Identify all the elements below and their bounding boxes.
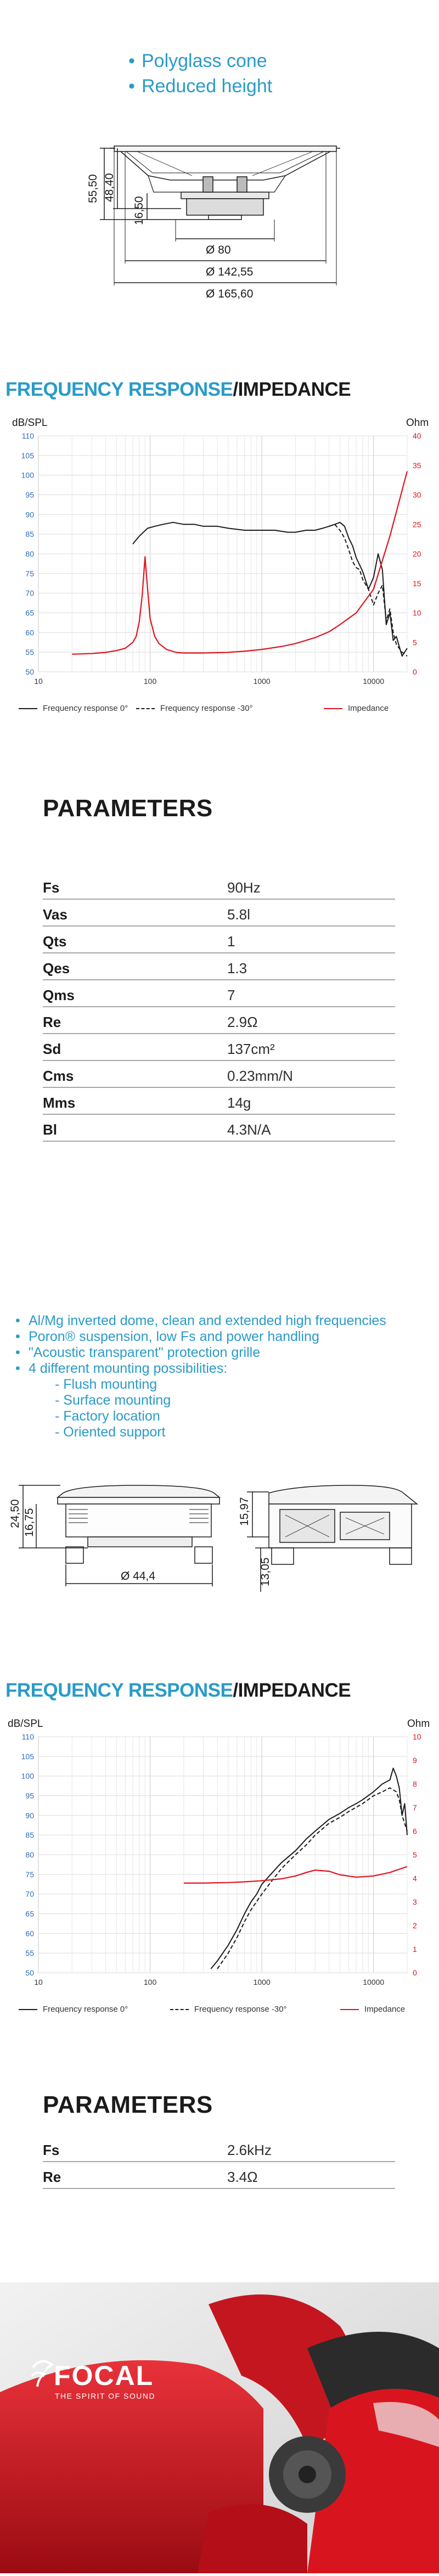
woofer-params-title: PARAMETERS	[43, 795, 213, 822]
param-row	[43, 1034, 395, 1061]
param-name: Fs	[43, 2142, 60, 2158]
param-name: Re	[43, 1014, 61, 1030]
y-left-label: dB/SPL	[12, 417, 48, 429]
legend-item: Impedance	[324, 704, 389, 713]
param-row	[43, 873, 395, 900]
param-name: Sd	[43, 1041, 61, 1057]
brand-banner	[0, 2282, 439, 2573]
x-tick-label: 100	[143, 677, 157, 686]
woofer-dimension-drawing	[82, 132, 357, 321]
param-value: 2.9Ω	[227, 1014, 258, 1030]
x-tick-label: 1000	[253, 1978, 271, 1986]
legend-item: Impedance	[340, 2005, 405, 2014]
param-value: 4.3N/A	[227, 1121, 271, 1138]
legend-item: Frequency response 0°	[19, 2005, 128, 2014]
y2-tick-label: 9	[413, 1756, 417, 1765]
y2-tick-label: 4	[413, 1874, 417, 1883]
param-value: 1	[227, 933, 235, 950]
y-tick-label: 80	[25, 549, 34, 558]
y-tick-label: 110	[21, 1732, 34, 1741]
tweeter-feature: • 4 different mounting possibilities:	[29, 1361, 434, 1377]
y-tick-label: 65	[25, 1909, 34, 1918]
y-right-label: Ohm	[406, 417, 429, 429]
series-line	[217, 1788, 407, 1969]
param-name: Bl	[43, 1121, 57, 1138]
tweeter-params-title: PARAMETERS	[43, 2091, 213, 2118]
y2-tick-label: 1	[413, 1945, 417, 1954]
y2-tick-label: 10	[413, 1732, 421, 1741]
dim-diameter-142: Ø 142,55	[206, 266, 254, 278]
woofer-feature-list	[142, 48, 272, 99]
param-row	[43, 1115, 395, 1142]
dim-tweeter-side-b: 13,05	[259, 1557, 272, 1586]
param-value: 14g	[227, 1095, 251, 1111]
woofer-feature: • Polyglass cone	[142, 48, 272, 74]
y-tick-label: 70	[25, 1889, 34, 1899]
dim-diameter-165: Ø 165,60	[206, 288, 254, 300]
tweeter-feature: • Poron® suspension, low Fs and power handling	[29, 1329, 434, 1345]
car-interior-image	[0, 2282, 439, 2573]
y-tick-label: 55	[25, 1949, 34, 1958]
y-tick-label: 60	[25, 1929, 34, 1938]
tweeter-params-table	[43, 2135, 395, 2189]
fr-title-part1: FREQUENCY RESPONSE	[5, 379, 233, 400]
y-tick-label: 75	[25, 1870, 34, 1879]
legend-item: Frequency response 0°	[19, 704, 128, 713]
y-tick-label: 50	[25, 1968, 34, 1977]
param-name: Vas	[43, 906, 67, 923]
woofer-fr-title	[5, 379, 351, 401]
param-value: 1.3	[227, 960, 247, 976]
y-tick-label: 60	[25, 628, 34, 637]
y2-tick-label: 35	[413, 461, 421, 470]
dim-height-mid: 48,40	[103, 173, 116, 202]
param-name: Qms	[43, 987, 75, 1003]
series-line	[72, 472, 407, 654]
y-tick-label: 55	[25, 648, 34, 657]
param-value: 5.8l	[227, 906, 250, 923]
tweeter-feature-list	[16, 1313, 434, 1440]
fr-title-part2: /IMPEDANCE	[233, 1680, 351, 1701]
param-value: 7	[227, 987, 235, 1003]
dim-magnet-height: 16,50	[133, 196, 145, 225]
x-tick-label: 10000	[363, 1978, 385, 1986]
fr-title-part2: /IMPEDANCE	[233, 379, 351, 400]
y-tick-label: 90	[25, 1811, 34, 1820]
y-tick-label: 70	[25, 588, 34, 598]
brand-tagline: THE SPIRIT OF SOUND	[55, 2392, 156, 2400]
dim-tweeter-body-height: 16,75	[23, 1508, 36, 1537]
y-tick-label: 85	[25, 1831, 34, 1840]
param-row	[43, 1088, 395, 1115]
y2-tick-label: 6	[413, 1827, 417, 1836]
y-tick-label: 95	[25, 1791, 34, 1800]
param-name: Cms	[43, 1068, 74, 1084]
tweeter-fr-chart	[0, 1714, 439, 2021]
x-tick-label: 10000	[363, 677, 385, 686]
x-tick-label: 10	[34, 677, 43, 686]
brand-logo: FOCAL	[54, 2360, 154, 2391]
woofer-params-table	[43, 873, 395, 1142]
y-tick-label: 80	[25, 1850, 34, 1859]
legend-item: Frequency response -30°	[136, 704, 253, 713]
woofer-feature: • Reduced height	[142, 74, 272, 99]
dim-tweeter-height: 24,50	[9, 1499, 21, 1528]
param-name: Qes	[43, 960, 70, 976]
y2-tick-label: 7	[413, 1803, 417, 1812]
x-tick-label: 100	[143, 1978, 157, 1986]
dim-diameter-80: Ø 80	[206, 244, 231, 256]
y-tick-label: 95	[25, 490, 34, 500]
param-name: Mms	[43, 1095, 76, 1111]
mounting-option: - Factory location	[55, 1408, 160, 1424]
param-row	[43, 953, 395, 980]
y-left-label: dB/SPL	[8, 1718, 43, 1730]
series-line	[211, 1768, 407, 1969]
y2-tick-label: 15	[413, 579, 421, 588]
y2-tick-label: 8	[413, 1780, 417, 1788]
param-value: 0.23mm/N	[227, 1068, 293, 1084]
param-name: Fs	[43, 879, 60, 896]
tweeter-feature: • Al/Mg inverted dome, clean and extended high frequencies	[29, 1313, 434, 1329]
series-line	[329, 524, 407, 656]
param-row	[43, 1061, 395, 1088]
mounting-option: - Flush mounting	[55, 1377, 157, 1392]
y2-tick-label: 30	[413, 490, 421, 500]
y2-tick-label: 10	[413, 608, 421, 618]
y-tick-label: 85	[25, 530, 34, 539]
param-value: 90Hz	[227, 879, 261, 896]
param-value: 3.4Ω	[227, 2169, 258, 2185]
param-value: 2.6kHz	[227, 2142, 272, 2158]
woofer-fr-plot	[0, 413, 439, 698]
param-name: Re	[43, 2169, 61, 2185]
woofer-fr-chart	[0, 413, 439, 720]
param-name: Qts	[43, 933, 67, 950]
dim-height-total: 55,50	[87, 174, 99, 203]
y2-tick-label: 5	[413, 1850, 417, 1859]
param-value: 137cm²	[227, 1041, 275, 1057]
mounting-option: - Surface mounting	[55, 1393, 171, 1408]
y2-tick-label: 0	[413, 667, 417, 676]
y2-tick-label: 40	[413, 431, 421, 440]
y2-tick-label: 25	[413, 520, 421, 529]
y-tick-label: 90	[25, 510, 34, 519]
y2-tick-label: 2	[413, 1921, 417, 1930]
y-tick-label: 100	[21, 1771, 34, 1781]
param-row	[43, 2162, 395, 2189]
series-line	[133, 523, 407, 656]
x-tick-label: 10	[34, 1978, 43, 1986]
dim-tweeter-side-a: 15,97	[238, 1497, 251, 1526]
legend-item: Frequency response -30°	[170, 2005, 287, 2014]
y-tick-label: 50	[25, 667, 34, 676]
mounting-option: - Oriented support	[55, 1424, 166, 1440]
param-row	[43, 927, 395, 953]
tweeter-feature: • "Acoustic transparent" protection grille	[29, 1345, 434, 1361]
y2-tick-label: 20	[413, 549, 421, 558]
y2-tick-label: 0	[413, 1968, 417, 1977]
y-tick-label: 105	[21, 1752, 34, 1761]
y-tick-label: 65	[25, 608, 34, 618]
tweeter-dimension-drawing	[11, 1482, 439, 1608]
tweeter-fr-title	[5, 1680, 351, 1702]
param-row	[43, 900, 395, 927]
fr-title-part1: FREQUENCY RESPONSE	[5, 1680, 233, 1701]
y-tick-label: 105	[21, 451, 34, 460]
y-tick-label: 110	[21, 431, 34, 440]
y2-tick-label: 3	[413, 1898, 417, 1906]
tweeter-fr-plot	[0, 1714, 439, 1999]
y-right-label: Ohm	[407, 1718, 430, 1730]
y2-tick-label: 5	[413, 638, 417, 647]
y-tick-label: 75	[25, 569, 34, 578]
y-tick-label: 100	[21, 470, 34, 480]
x-tick-label: 1000	[253, 677, 271, 686]
dim-tweeter-diameter: Ø 44,4	[121, 1570, 156, 1582]
param-row	[43, 1007, 395, 1034]
param-row	[43, 980, 395, 1007]
param-row	[43, 2135, 395, 2162]
